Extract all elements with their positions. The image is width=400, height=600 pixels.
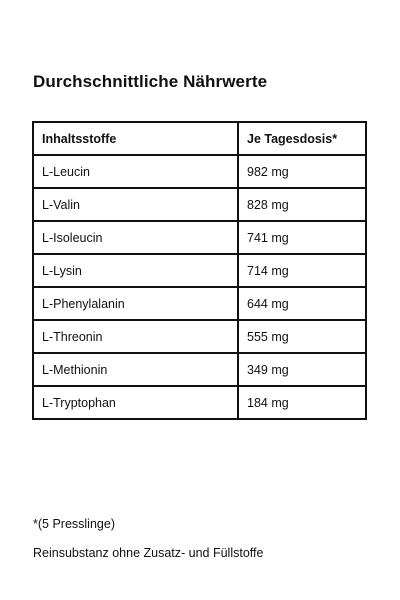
column-header-daily-dose: Je Tagesdosis* <box>238 122 366 155</box>
table-header-row <box>33 122 366 155</box>
table-row <box>33 188 366 221</box>
nutrition-table <box>32 121 367 420</box>
table-row <box>33 386 366 419</box>
amount-cell: 714 mg <box>238 254 366 287</box>
ingredient-cell: L-Lysin <box>33 254 238 287</box>
ingredient-cell: L-Leucin <box>33 155 238 188</box>
amount-cell: 644 mg <box>238 287 366 320</box>
table-row <box>33 320 366 353</box>
amount-cell: 828 mg <box>238 188 366 221</box>
ingredient-cell: L-Valin <box>33 188 238 221</box>
amount-cell: 741 mg <box>238 221 366 254</box>
ingredient-cell: L-Tryptophan <box>33 386 238 419</box>
amount-cell: 349 mg <box>238 353 366 386</box>
amount-cell: 184 mg <box>238 386 366 419</box>
amount-cell: 555 mg <box>238 320 366 353</box>
serving-footnote: *(5 Presslinge) <box>33 517 115 531</box>
table-row <box>33 353 366 386</box>
page-title: Durchschnittliche Nährwerte <box>33 72 268 91</box>
purity-note: Reinsubstanz ohne Zusatz- und Füllstoffe <box>33 546 264 560</box>
table-row <box>33 221 366 254</box>
table-row <box>33 254 366 287</box>
ingredient-cell: L-Phenylalanin <box>33 287 238 320</box>
table-row <box>33 155 366 188</box>
ingredient-cell: L-Methionin <box>33 353 238 386</box>
table-row <box>33 287 366 320</box>
ingredient-cell: L-Threonin <box>33 320 238 353</box>
column-header-ingredients: Inhaltsstoffe <box>33 122 238 155</box>
amount-cell: 982 mg <box>238 155 366 188</box>
ingredient-cell: L-Isoleucin <box>33 221 238 254</box>
